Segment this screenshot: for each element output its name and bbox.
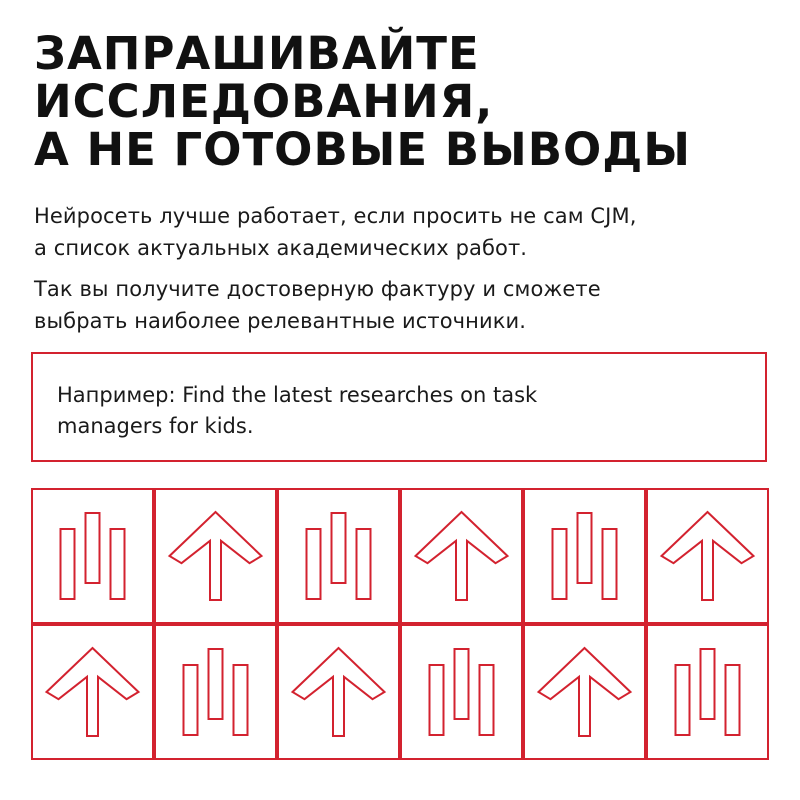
bar [61,529,75,599]
arrow-up-icon [539,648,631,736]
arrow-up-icon [662,512,754,600]
bar [676,665,690,735]
benefit-paragraph-line-1: Так вы получите достоверную фактуру и сможете [34,277,601,301]
example-text [57,380,747,442]
tile-border [647,625,768,759]
arrow-up-icon [416,512,508,600]
arrow-up-icon [47,648,139,736]
bar [430,665,444,735]
bar [553,529,567,599]
headline [34,27,774,176]
tile [647,625,768,759]
arrow-outline [293,648,385,736]
arrow-outline [170,512,262,600]
tile-border [155,625,276,759]
bar [307,529,321,599]
bars-icon [184,649,248,735]
tile [32,489,153,623]
tile [524,489,645,623]
tile [155,489,276,623]
bar [234,665,248,735]
arrow-outline [662,512,754,600]
bars-icon [676,649,740,735]
tile-border [401,625,522,759]
tile [524,625,645,759]
headline-line-1: ЗАПРАШИВАЙТЕ [34,27,480,80]
tile [401,489,522,623]
arrow-outline [47,648,139,736]
arrow-outline [416,512,508,600]
bar [184,665,198,735]
bars-icon [61,513,125,599]
tile-grid [31,488,769,760]
arrow-up-icon [293,648,385,736]
arrow-up-icon [170,512,262,600]
tile-border [32,625,153,759]
bar [332,513,346,583]
tile [32,625,153,759]
bar [578,513,592,583]
tile-border [524,625,645,759]
tile-border [155,489,276,623]
benefit-paragraph [34,273,774,337]
example-text-line-1: Например: Find the latest researches on task [57,383,538,407]
bar [603,529,617,599]
tile [278,489,399,623]
example-text-line-2: managers for kids. [57,414,254,438]
arrow-outline [539,648,631,736]
tile [278,625,399,759]
bar [209,649,223,719]
tile-border [278,489,399,623]
tile-border [278,625,399,759]
benefit-paragraph-line-2: выбрать наиболее релевантные источники. [34,309,527,333]
example-box [31,352,767,462]
intro-paragraph-line-1: Нейросеть лучше работает, если просить не сам CJM, [34,204,637,228]
decorative-tile-pattern [31,488,769,760]
bar [357,529,371,599]
bar [480,665,494,735]
bar [86,513,100,583]
bar [111,529,125,599]
intro-paragraph [34,200,774,264]
bars-icon [430,649,494,735]
bar [701,649,715,719]
headline-line-2: ИССЛЕДОВАНИЯ, [34,75,494,128]
tile [647,489,768,623]
bar [726,665,740,735]
headline-line-3: А НЕ ГОТОВЫЕ ВЫВОДЫ [34,123,691,176]
bars-icon [307,513,371,599]
tile-border [401,489,522,623]
intro-paragraph-line-2: а список актуальных академических работ. [34,236,528,260]
tile-border [32,489,153,623]
bars-icon [553,513,617,599]
tile-border [524,489,645,623]
tile [401,625,522,759]
tile [155,625,276,759]
bar [455,649,469,719]
tile-border [647,489,768,623]
